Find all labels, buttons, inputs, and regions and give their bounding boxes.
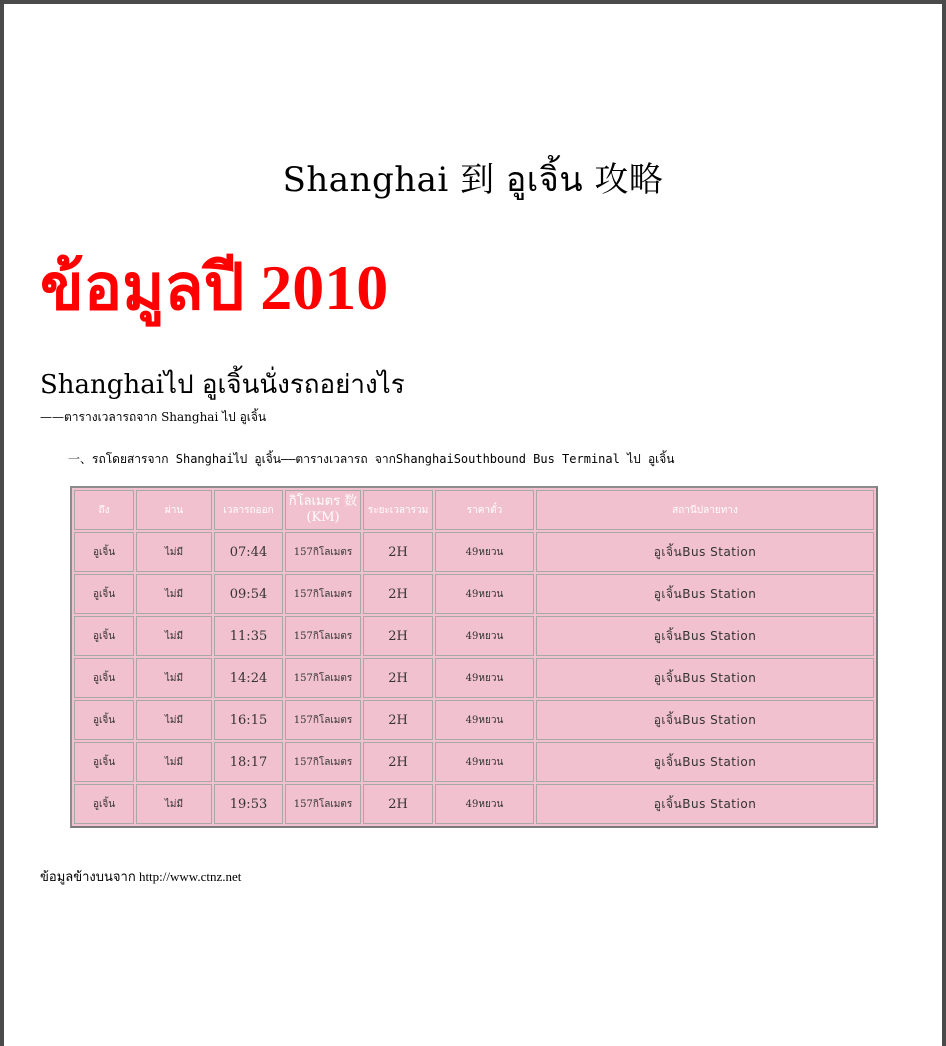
table-row — [74, 700, 874, 740]
bus-schedule-table — [70, 486, 878, 828]
distance-cell: 157กิโลเมตร — [285, 574, 361, 614]
price-cell: 49หยวน — [435, 742, 534, 782]
duration-cell: 2H — [363, 742, 433, 782]
window-border — [942, 0, 946, 1046]
table-row — [74, 658, 874, 698]
distance-cell: 157กิโลเมตร — [285, 742, 361, 782]
duration-cell: 2H — [363, 658, 433, 698]
departure-time-cell: 07:44 — [214, 532, 283, 572]
destination-cell: อูเจิ้น — [74, 658, 134, 698]
duration-cell: 2H — [363, 574, 433, 614]
header-cell: ราคาตั๋ว — [435, 490, 534, 530]
header-cell: ระยะเวลารวม — [363, 490, 433, 530]
destination-cell: อูเจิ้น — [74, 532, 134, 572]
departure-time-cell: 19:53 — [214, 784, 283, 824]
via-cell: ไม่มี — [136, 658, 212, 698]
terminal-cell: อูเจิ้นBus Station — [536, 784, 874, 824]
bus-schedule-table-wrap — [70, 486, 878, 828]
header-cell: กิโลเมตร 数(KM) — [285, 490, 361, 530]
price-cell: 49หยวน — [435, 616, 534, 656]
schedule-note: ——ตารางเวลารถจาก Shanghai ไป อูเจิ้น — [40, 410, 267, 424]
header-cell: ถึง — [74, 490, 134, 530]
price-cell: 49หยวน — [435, 700, 534, 740]
terminal-cell: อูเจิ้นBus Station — [536, 658, 874, 698]
table-row — [74, 784, 874, 824]
header-cell: ผ่าน — [136, 490, 212, 530]
price-cell: 49หยวน — [435, 658, 534, 698]
via-cell: ไม่มี — [136, 532, 212, 572]
destination-cell: อูเจิ้น — [74, 784, 134, 824]
distance-cell: 157กิโลเมตร — [285, 658, 361, 698]
destination-cell: อูเจิ้น — [74, 616, 134, 656]
header-cell: สถานีปลายทาง — [536, 490, 874, 530]
via-cell: ไม่มี — [136, 574, 212, 614]
via-cell: ไม่มี — [136, 742, 212, 782]
document-page — [4, 4, 942, 1046]
sub-heading: Shanghaiไป อูเจิ้นนั่งรถอย่างไร — [40, 370, 405, 400]
table-row — [74, 532, 874, 572]
destination-cell: อูเจิ้น — [74, 742, 134, 782]
route-description: 一、รถโดยสารจาก Shanghaiไป อูเจิ้น——ตารางเวลารถ จากShanghaiSouthbound Bus Terminal ไป อูเจิ้น — [68, 452, 675, 466]
departure-time-cell: 14:24 — [214, 658, 283, 698]
distance-cell: 157กิโลเมตร — [285, 784, 361, 824]
destination-cell: อูเจิ้น — [74, 574, 134, 614]
year-heading: ข้อมูลปี 2010 — [40, 252, 389, 323]
page-title: Shanghai 到 อูเจิ้น 攻略 — [282, 160, 664, 200]
duration-cell: 2H — [363, 616, 433, 656]
table-header-row — [74, 490, 874, 530]
header-cell: เวลารถออก — [214, 490, 283, 530]
via-cell: ไม่มี — [136, 784, 212, 824]
duration-cell: 2H — [363, 700, 433, 740]
terminal-cell: อูเจิ้นBus Station — [536, 742, 874, 782]
distance-cell: 157กิโลเมตร — [285, 616, 361, 656]
terminal-cell: อูเจิ้นBus Station — [536, 700, 874, 740]
price-cell: 49หยวน — [435, 574, 534, 614]
terminal-cell: อูเจิ้นBus Station — [536, 574, 874, 614]
table-row — [74, 574, 874, 614]
via-cell: ไม่มี — [136, 616, 212, 656]
departure-time-cell: 11:35 — [214, 616, 283, 656]
table-row — [74, 742, 874, 782]
price-cell: 49หยวน — [435, 532, 534, 572]
terminal-cell: อูเจิ้นBus Station — [536, 616, 874, 656]
duration-cell: 2H — [363, 532, 433, 572]
price-cell: 49หยวน — [435, 784, 534, 824]
via-cell: ไม่มี — [136, 700, 212, 740]
source-note: ข้อมูลข้างบนจาก http://www.ctnz.net — [40, 869, 242, 884]
departure-time-cell: 18:17 — [214, 742, 283, 782]
distance-cell: 157กิโลเมตร — [285, 532, 361, 572]
duration-cell: 2H — [363, 784, 433, 824]
terminal-cell: อูเจิ้นBus Station — [536, 532, 874, 572]
departure-time-cell: 16:15 — [214, 700, 283, 740]
destination-cell: อูเจิ้น — [74, 700, 134, 740]
distance-cell: 157กิโลเมตร — [285, 700, 361, 740]
table-row — [74, 616, 874, 656]
departure-time-cell: 09:54 — [214, 574, 283, 614]
